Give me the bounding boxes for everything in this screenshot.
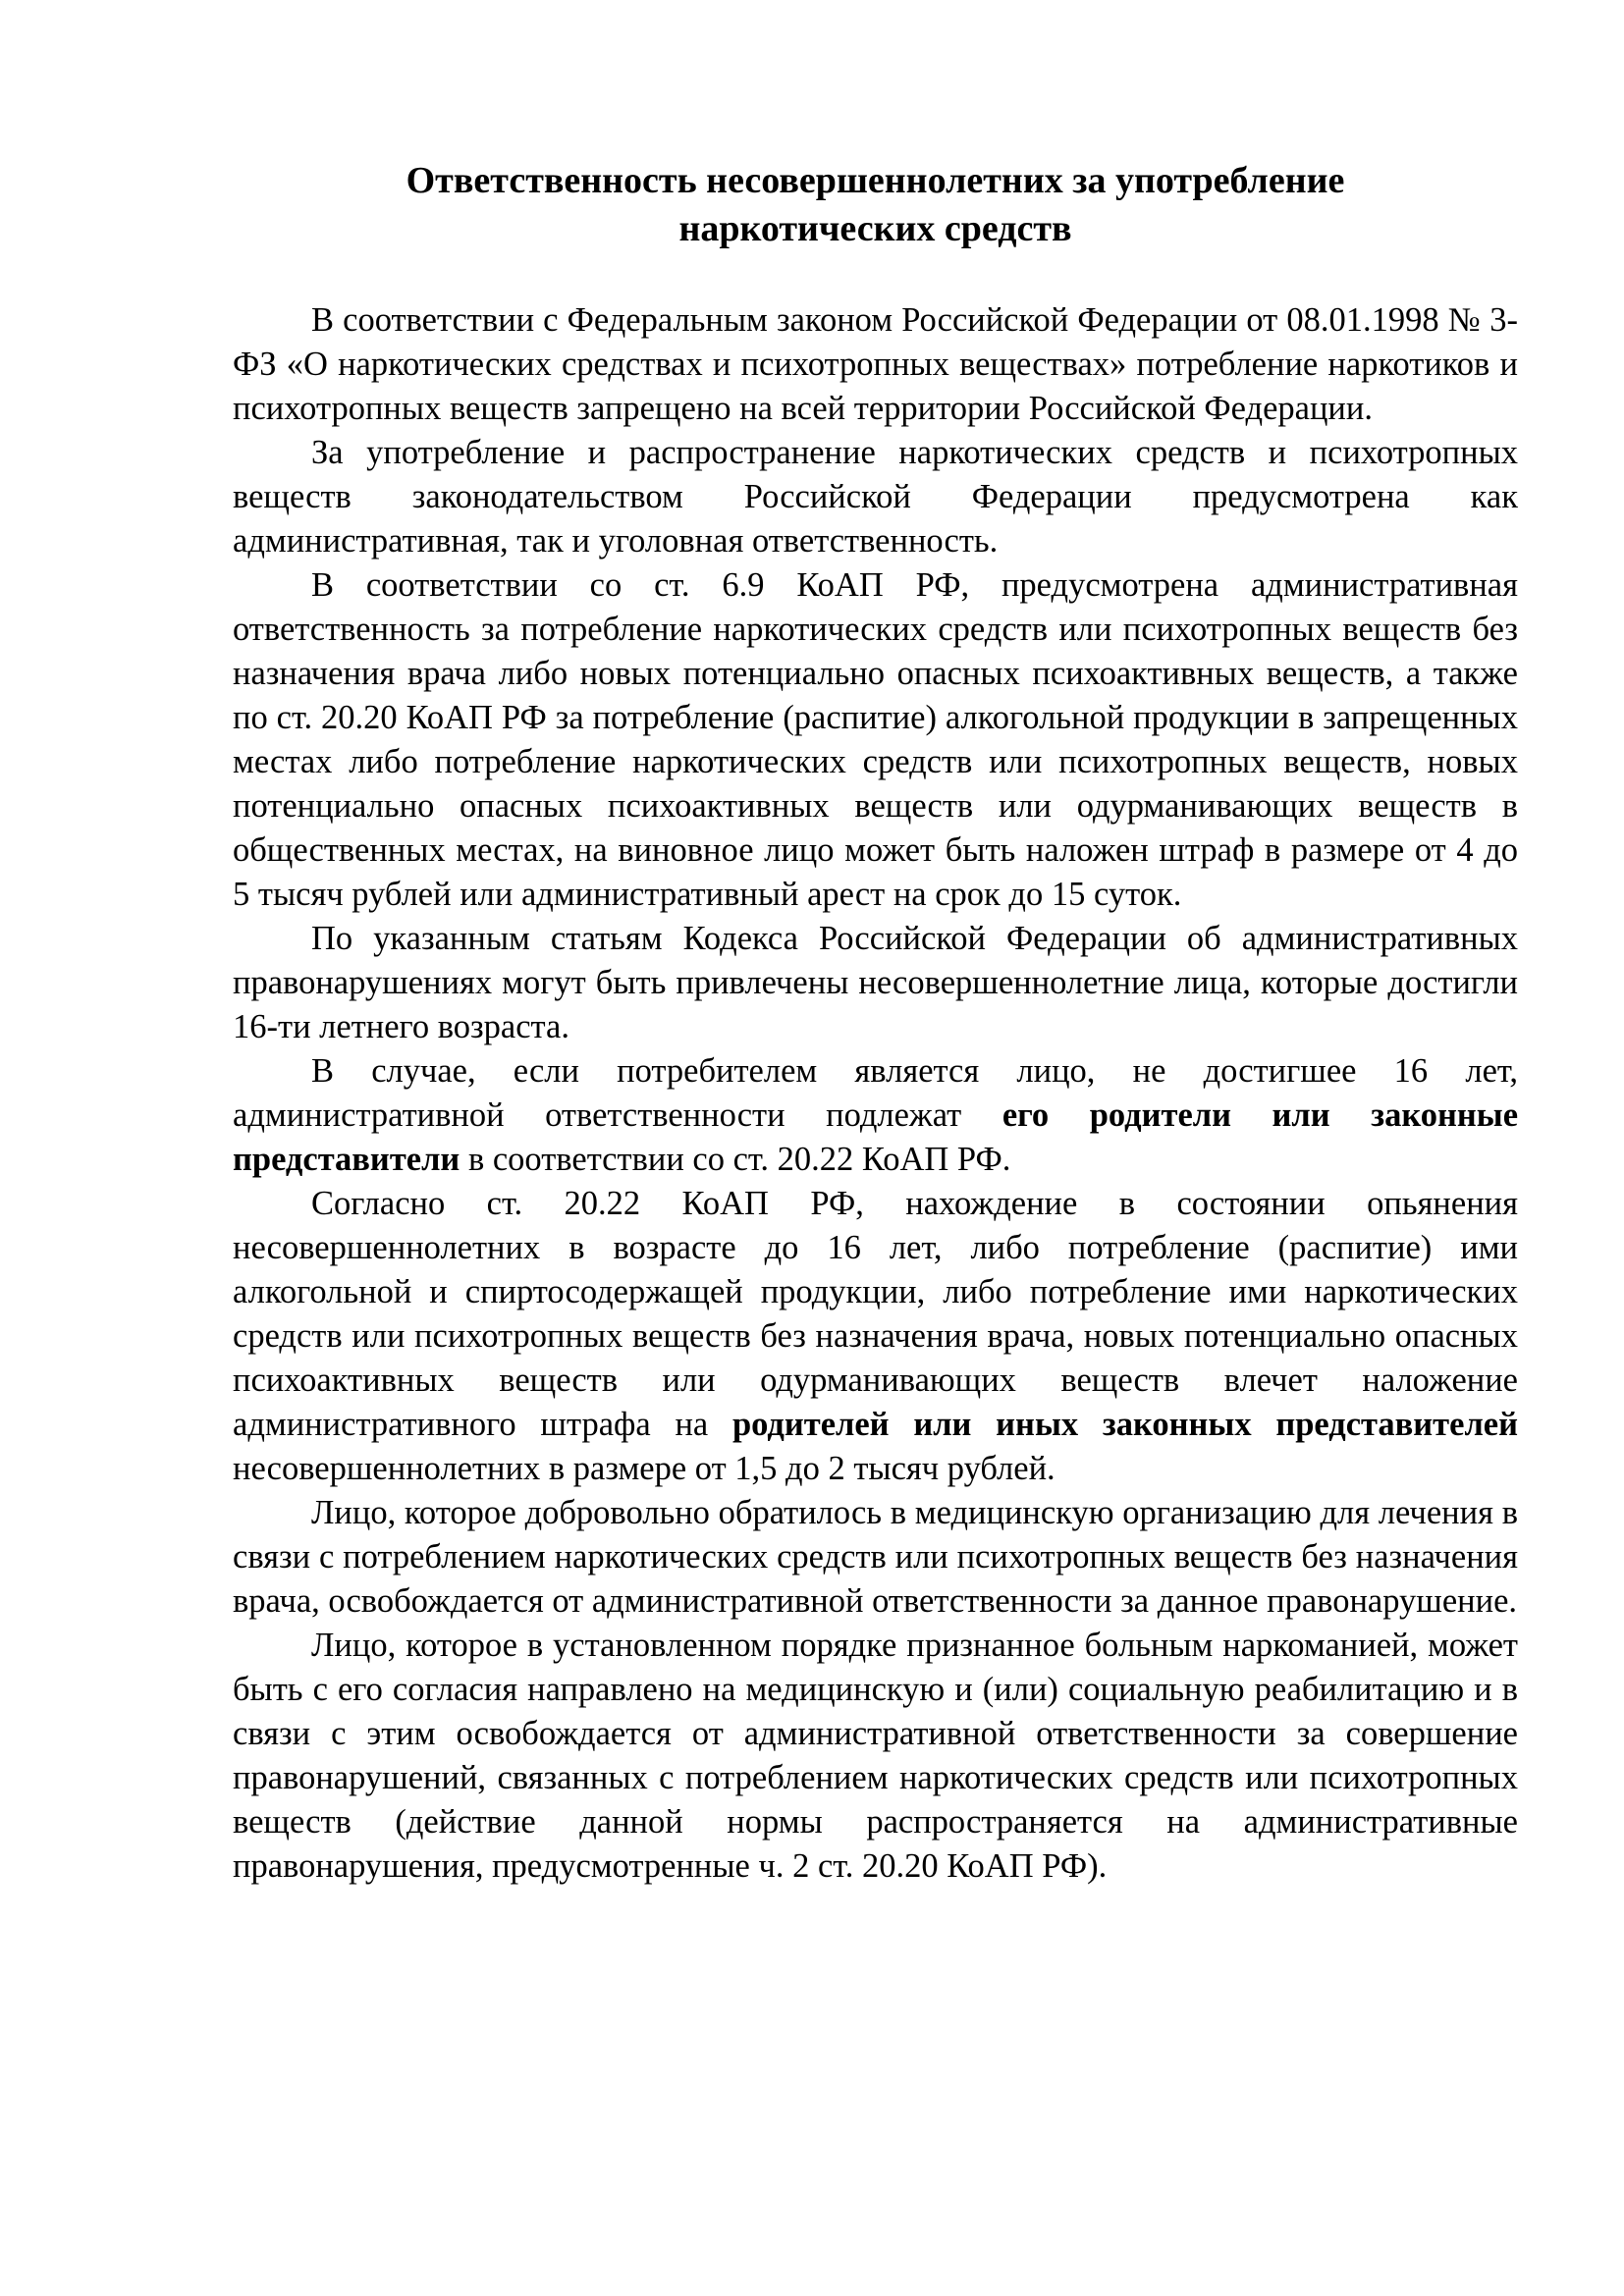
paragraph-article-20-22 [233,1182,1518,1491]
paragraph-minors-16: По указанным статьям Кодекса Российской Федерации об административных правонарушениях могут быть привлечены несовершеннолетние лица, которые достигли 16-ти летнего возраста. [233,920,1518,1045]
emphasis-parents: его родители или законные представители [233,1096,1519,1178]
paragraph-rehabilitation: Лицо, которое в установленном порядке признанное больным наркоманией, может быть с его согласия направлено на медицинскую и (или) социальную реабилитацию и в связи с этим освобождается от административной ответственности за совершение правонарушений, связанных с потреблением наркотических средств или психотропных веществ (действие данной нормы распространяется на административные правонарушения, предусмотренные ч. 2 ст. 20.20 КоАП РФ). [233,1627,1518,1885]
title-line-2: наркотических средств [678,208,1072,249]
paragraph-text: Согласно ст. 20.22 КоАП РФ, нахождение в состоянии опьянения несовершеннолетних в возрасте до 16 лет, либо потребление (распитие) ими алкогольной и спиртосодержащей продукции, либо потребление ими наркотических средств или психотропных веществ без назначения врача, новых потенциально опасных психоактивных веществ или одурманивающих веществ влечет наложение административного штрафа на [233,1185,1518,1443]
paragraph-text: в соответствии со ст. 20.22 КоАП РФ. [460,1141,1011,1178]
paragraph-article-6-9: В соответствии со ст. 6.9 КоАП РФ, предусмотрена административная ответственность за потребление наркотических средств или психотропных веществ без назначения врача либо новых потенциально опасных психоактивных веществ, а также по ст. 20.20 КоАП РФ за потребление (распитие) алкогольной продукции в запрещенных местах либо потребление наркотических средств или психотропных веществ, новых потенциально опасных психоактивных веществ или одурманивающих веществ в общественных местах, на виновное лицо может быть наложен штраф в размере от 4 до 5 тысяч рублей или административный арест на срок до 15 суток. [233,566,1518,913]
paragraph-federal-law: В соответствии с Федеральным законом Российской Федерации от 08.01.1998 № 3-ФЗ «О наркотических средствах и психотропных веществах» потребление наркотиков и психотропных веществ запрещено на всей территории Российской Федерации. [233,301,1518,427]
paragraph-voluntary-treatment: Лицо, которое добровольно обратилось в медицинскую организацию для лечения в связи с потреблением наркотических средств или психотропных веществ без назначения врача, освобождается от административной ответственности за данное правонарушение. [233,1494,1518,1620]
title-line-1: Ответственность несовершеннолетних за употребление [406,160,1345,201]
paragraph-text: несовершеннолетних в размере от 1,5 до 2 тысяч рублей. [233,1450,1056,1487]
document-title [233,157,1518,253]
paragraph-liability-types: За употребление и распространение наркотических средств и психотропных веществ законодательством Российской Федерации предусмотрена как административная, так и уголовная ответственность. [233,434,1518,560]
document-page [233,157,1518,1889]
emphasis-parents-representatives: родителей или иных законных представителей [731,1406,1518,1443]
paragraph-text: В случае, если потребителем является лицо, не достигшее 16 лет, административной ответственности подлежат [233,1052,1518,1134]
paragraph-under-16 [233,1049,1518,1182]
document-body [233,298,1518,1889]
